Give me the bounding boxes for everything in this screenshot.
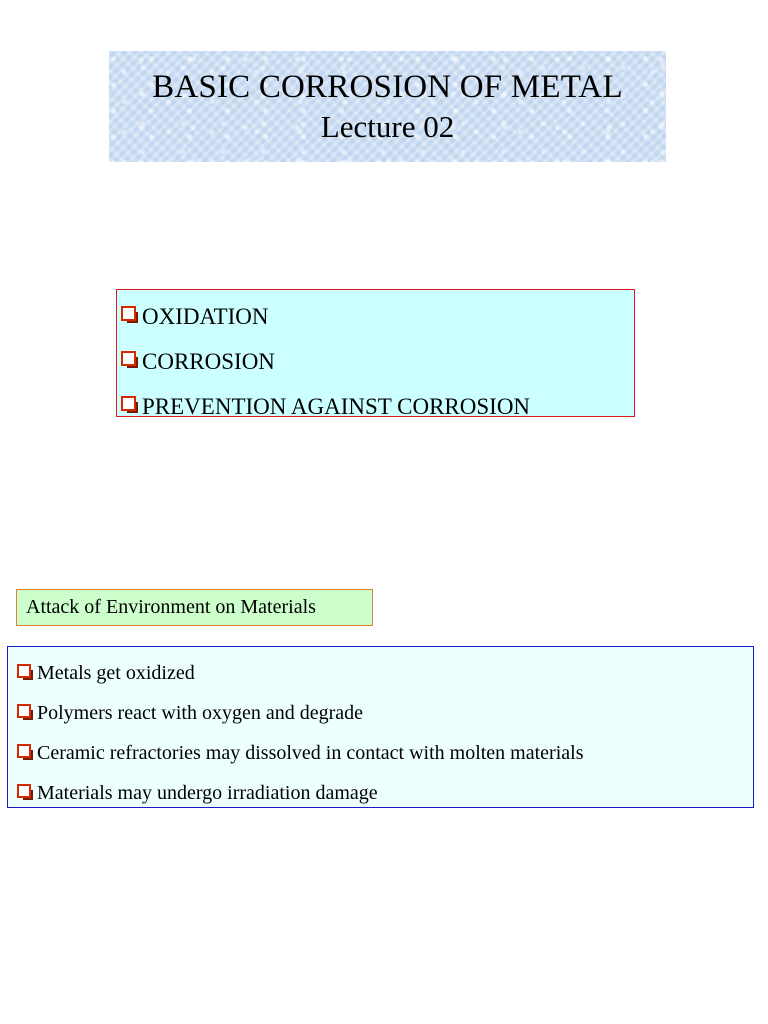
effect-label: Polymers react with oxygen and degrade <box>37 701 364 724</box>
effect-item <box>17 733 753 773</box>
effect-item <box>17 693 753 733</box>
topic-item-prevention <box>121 384 634 429</box>
page-title: BASIC CORROSION OF METAL <box>152 69 623 105</box>
square-bullet-icon <box>17 744 31 758</box>
section-heading: Attack of Environment on Materials <box>26 596 316 618</box>
topic-item-corrosion <box>121 339 634 384</box>
square-bullet-icon <box>121 396 136 411</box>
topic-label: OXIDATION <box>142 303 269 329</box>
square-bullet-icon <box>121 351 136 366</box>
title-banner <box>109 51 666 162</box>
square-bullet-icon <box>17 784 31 798</box>
square-bullet-icon <box>17 704 31 718</box>
lecture-number: Lecture 02 <box>320 109 455 144</box>
effect-item <box>17 773 753 813</box>
square-bullet-icon <box>121 306 136 321</box>
topic-item-oxidation <box>121 294 634 339</box>
effect-label: Materials may undergo irradiation damage <box>37 781 378 804</box>
topic-label: PREVENTION AGAINST CORROSION <box>142 393 531 419</box>
topic-label: CORROSION <box>142 348 275 374</box>
square-bullet-icon <box>17 664 31 678</box>
effect-label: Metals get oxidized <box>37 661 195 684</box>
effect-label: Ceramic refractories may dissolved in contact with molten materials <box>37 741 584 764</box>
topics-box <box>116 289 635 417</box>
effects-box <box>7 646 754 808</box>
attack-heading-box <box>16 589 373 626</box>
effect-item <box>17 653 753 693</box>
